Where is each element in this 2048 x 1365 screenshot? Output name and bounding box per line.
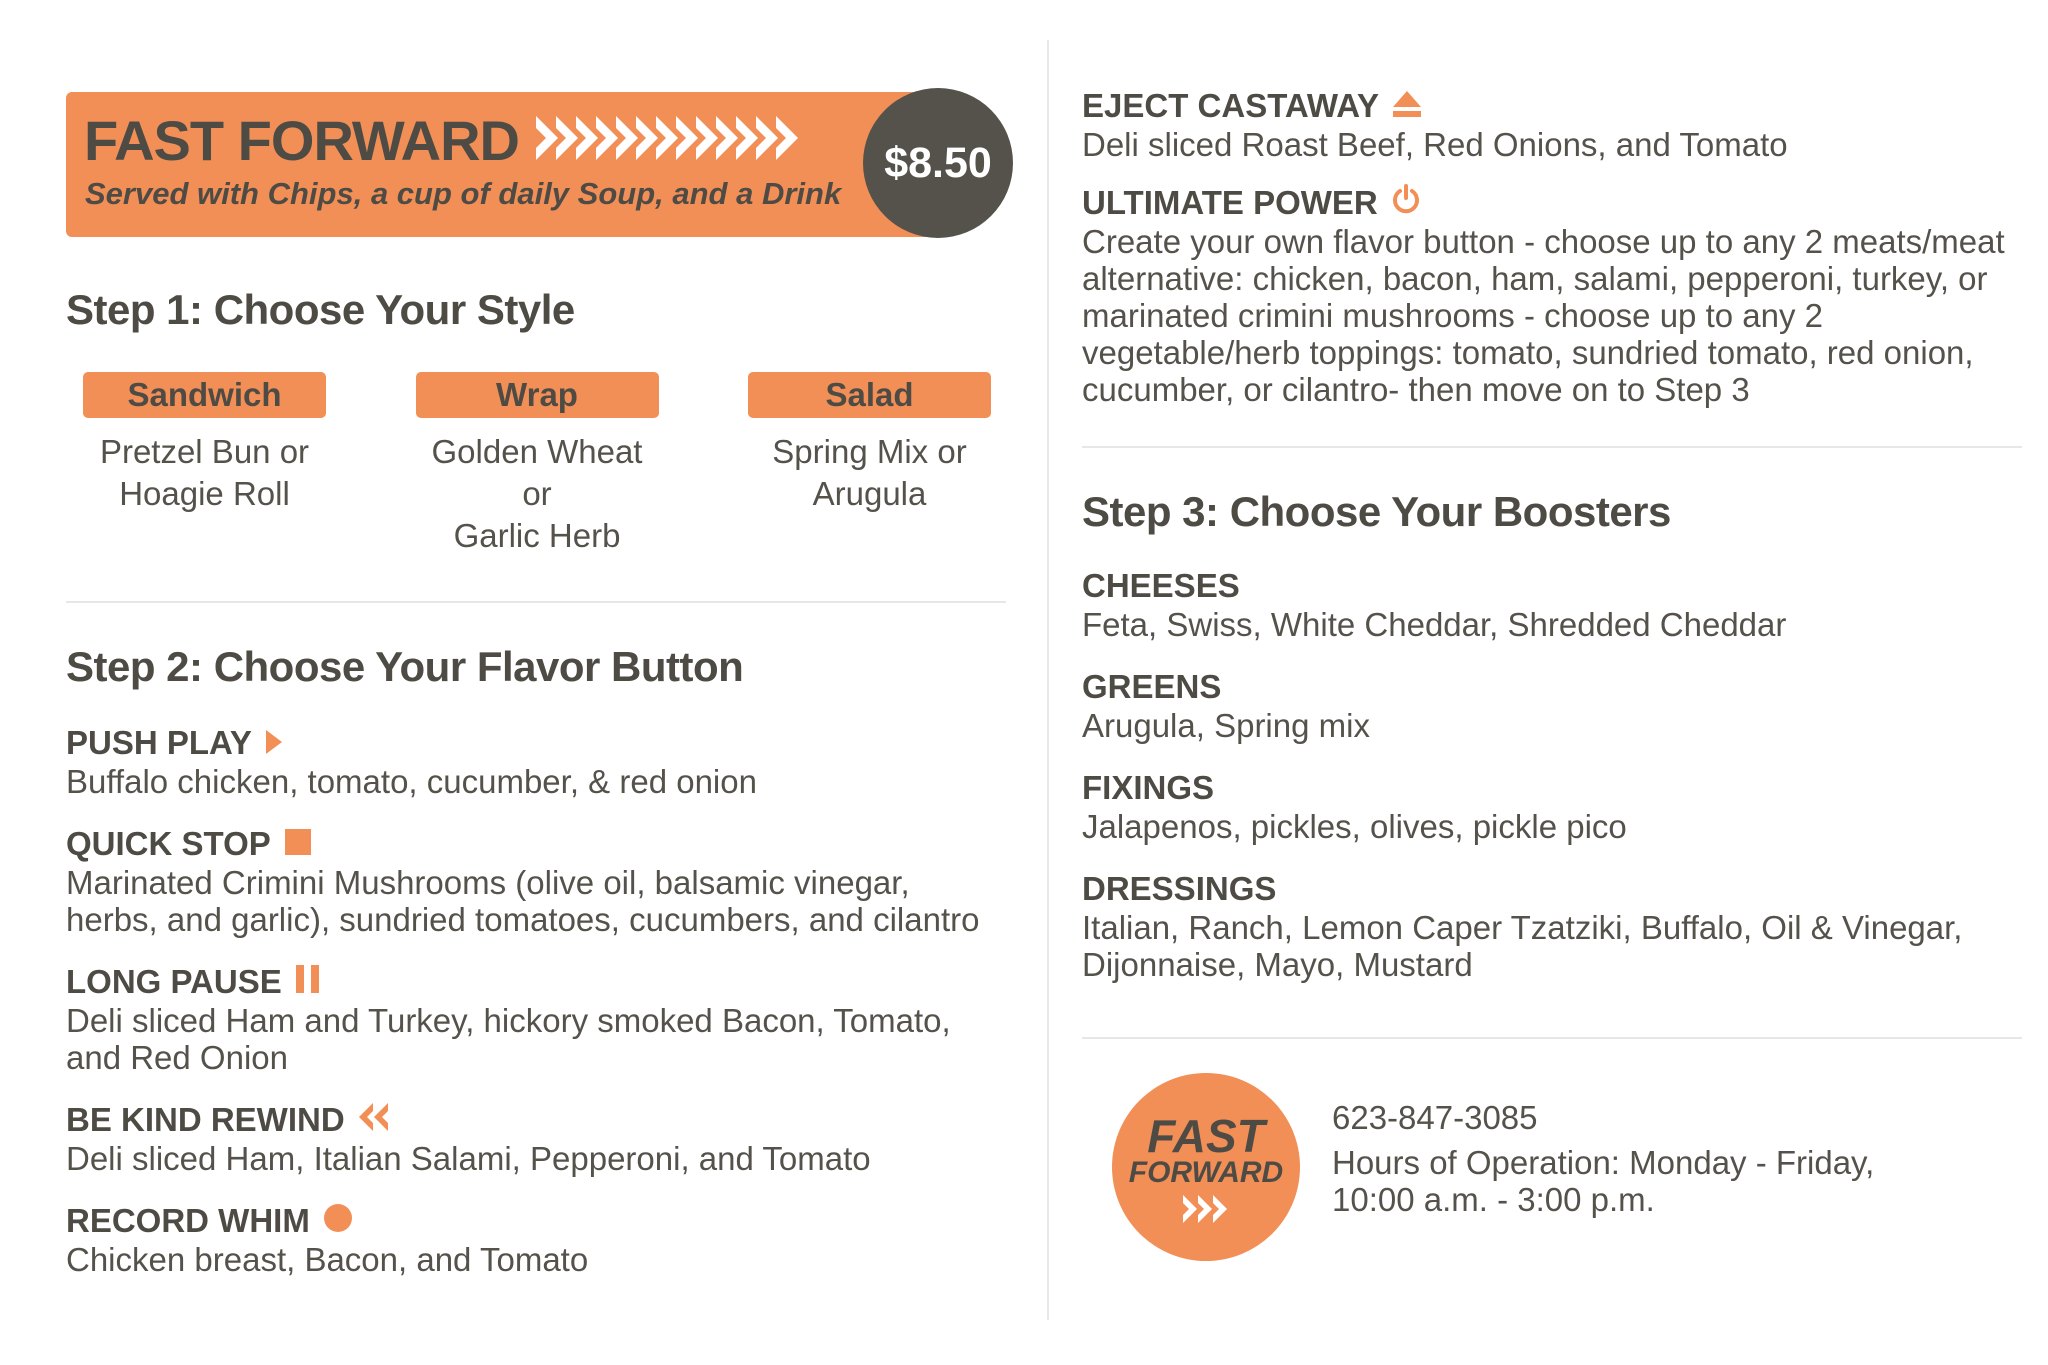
style-option-salad — [748, 372, 991, 557]
contact-info — [1332, 1099, 1952, 1218]
booster-item — [1082, 667, 2022, 744]
flavor-description: Chicken breast, Bacon, and Tomato — [66, 1241, 589, 1278]
flavor-description: Deli sliced Roast Beef, Red Onions, and Tomato — [1082, 126, 1788, 163]
flavor-name: BE KIND REWIND — [66, 1101, 345, 1138]
style-label: Wrap — [416, 372, 659, 418]
logo-line1: FAST — [1147, 1110, 1265, 1162]
flavor-description: Deli sliced Ham and Turkey, hickory smoked Bacon, Tomato, and Red Onion — [66, 1002, 951, 1076]
flavor-description: Buffalo chicken, tomato, cucumber, & red onion — [66, 763, 757, 800]
flavor-description: Deli sliced Ham, Italian Salami, Pepperoni, and Tomato — [66, 1140, 871, 1177]
step2-title: Step 2: Choose Your Flavor Button — [66, 643, 744, 690]
record-icon — [324, 1201, 352, 1241]
booster-description: Feta, Swiss, White Cheddar, Shredded Cheddar — [1082, 606, 1787, 643]
flavor-name: PUSH PLAY — [66, 724, 252, 761]
price-badge: $8.50 — [863, 88, 1013, 238]
flavor-item — [66, 1201, 1008, 1278]
logo — [1112, 1073, 1300, 1261]
pause-icon — [296, 962, 320, 1002]
footer — [1082, 1073, 2022, 1273]
fast-forward-icon — [1183, 1195, 1229, 1228]
flavor-description: Create your own flavor button - choose up to any 2 meats/meat alternative: chicken, bacon, ham, salami, pepperoni, turkey, or marinated crimini mushrooms - choose up to any 2 vegetable/herb toppings: tomato, sundried tomato, red onion, cucumber, or cilantro- then move on to Step 3 — [1082, 223, 2005, 408]
flavor-item — [1082, 183, 2022, 408]
booster-name: FIXINGS — [1082, 769, 1215, 806]
flavor-description: Marinated Crimini Mushrooms (olive oil, balsamic vinegar, herbs, and garlic), sundried tomatoes, cucumbers, and cilantro — [66, 864, 980, 938]
logo-line2: FORWARD — [1128, 1156, 1284, 1189]
flavor-list — [66, 723, 1008, 1278]
rewind-icon — [359, 1100, 389, 1140]
booster-list — [1082, 566, 2022, 983]
right-column — [1082, 86, 2022, 1273]
flavor-name: LONG PAUSE — [66, 963, 282, 1000]
section-divider — [66, 601, 1006, 603]
header-banner — [66, 90, 1008, 236]
flavor-name: QUICK STOP — [66, 825, 271, 862]
step1-title: Step 1: Choose Your Style — [66, 286, 575, 333]
style-option-wrap — [416, 372, 659, 557]
style-description: Golden Wheat or Garlic Herb — [431, 433, 643, 554]
flavor-item — [66, 723, 1008, 800]
section-divider — [1082, 1037, 2022, 1039]
hours-of-operation: Hours of Operation: Monday - Friday, 10:00 a.m. - 3:00 p.m. — [1332, 1144, 1875, 1218]
style-description: Pretzel Bun or Hoagie Roll — [99, 433, 310, 512]
booster-description: Jalapenos, pickles, olives, pickle pico — [1082, 808, 1627, 845]
booster-item — [1082, 566, 2022, 643]
flavor-item — [66, 824, 1008, 938]
flavor-name: RECORD WHIM — [66, 1202, 310, 1239]
left-column — [66, 90, 1008, 1278]
style-option-sandwich — [83, 372, 326, 557]
booster-item — [1082, 768, 2022, 845]
play-icon — [266, 723, 282, 763]
style-label: Salad — [748, 372, 991, 418]
step3-title: Step 3: Choose Your Boosters — [1082, 488, 1671, 535]
flavor-name: ULTIMATE POWER — [1082, 184, 1378, 221]
booster-name: GREENS — [1082, 668, 1222, 705]
flavor-item — [1082, 86, 2022, 163]
flavor-item — [66, 1100, 1008, 1177]
menu-subtitle: Served with Chips, a cup of daily Soup, and a Drink — [85, 176, 842, 211]
style-description: Spring Mix or Arugula — [772, 433, 967, 512]
booster-description: Italian, Ranch, Lemon Caper Tzatziki, Buffalo, Oil & Vinegar, Dijonnaise, Mayo, Mustard — [1082, 909, 1963, 983]
style-label: Sandwich — [83, 372, 326, 418]
phone-number: 623-847-3085 — [1332, 1099, 1538, 1136]
power-icon — [1392, 183, 1420, 223]
style-options — [66, 372, 1008, 557]
booster-name: DRESSINGS — [1082, 870, 1277, 907]
stop-icon — [285, 824, 311, 864]
booster-item — [1082, 869, 2022, 983]
flavor-item — [66, 962, 1008, 1076]
booster-name: CHEESES — [1082, 567, 1240, 604]
menu-title: FAST FORWARD — [84, 109, 519, 172]
section-divider — [1082, 446, 2022, 448]
booster-description: Arugula, Spring mix — [1082, 707, 1370, 744]
column-divider — [1047, 40, 1049, 1320]
fast-forward-arrows-icon — [536, 116, 816, 165]
flavor-name: EJECT CASTAWAY — [1082, 87, 1380, 124]
eject-icon — [1393, 86, 1421, 126]
